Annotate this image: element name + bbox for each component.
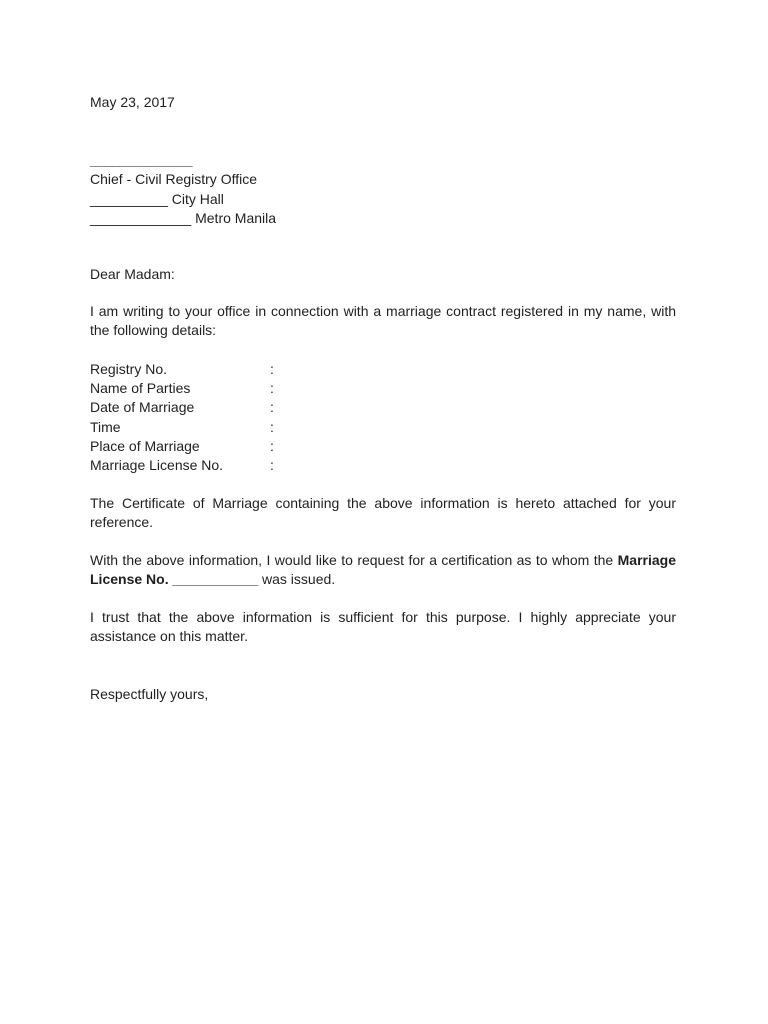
- addressee-metro: _____________ Metro Manila: [90, 209, 277, 226]
- addressee-name-blank: ______________: [90, 152, 193, 168]
- detail-label: Marriage License No.: [90, 456, 224, 473]
- detail-row: [90, 437, 290, 456]
- detail-row: [90, 456, 290, 475]
- details-list: [90, 360, 290, 475]
- detail-row: [90, 360, 290, 379]
- detail-colon: :: [270, 418, 274, 435]
- request-suffix: was issued.: [262, 571, 336, 587]
- detail-colon: :: [270, 399, 274, 416]
- salutation: Dear Madam:: [90, 266, 175, 282]
- letter-date: May 23, 2017: [90, 94, 175, 110]
- trust-paragraph: I trust that the above information is sufficient for this purpose. I highly appreciate your assistance on this matter.: [90, 609, 676, 644]
- detail-label: Place of Marriage: [90, 437, 200, 454]
- detail-label: Date of Marriage: [90, 399, 195, 416]
- detail-colon: :: [270, 437, 274, 454]
- detail-colon: :: [270, 456, 274, 473]
- detail-label: Name of Parties: [90, 380, 191, 397]
- addressee-block: [90, 151, 276, 228]
- detail-colon: :: [270, 380, 274, 397]
- certificate-paragraph: The Certificate of Marriage containing the above information is hereto attached for your reference.: [90, 495, 676, 530]
- closing: Respectfully yours,: [90, 686, 209, 702]
- detail-row: [90, 379, 290, 398]
- intro-paragraph: I am writing to your office in connection with a marriage contract registered in my name, with the following details:: [90, 303, 676, 338]
- request-paragraph: [90, 551, 676, 589]
- detail-colon: :: [270, 361, 274, 377]
- license-number-blank: Marriage License No. ___________: [90, 552, 676, 587]
- detail-label: Time: [90, 418, 121, 435]
- detail-label: Registry No.: [90, 361, 168, 377]
- detail-row: [90, 398, 290, 417]
- addressee-city-hall: __________ City Hall: [90, 190, 224, 207]
- detail-row: [90, 418, 290, 437]
- addressee-title: Chief - Civil Registry Office: [90, 171, 258, 188]
- request-prefix: With the above information, I would like to request for a certification as to whom the: [90, 552, 614, 568]
